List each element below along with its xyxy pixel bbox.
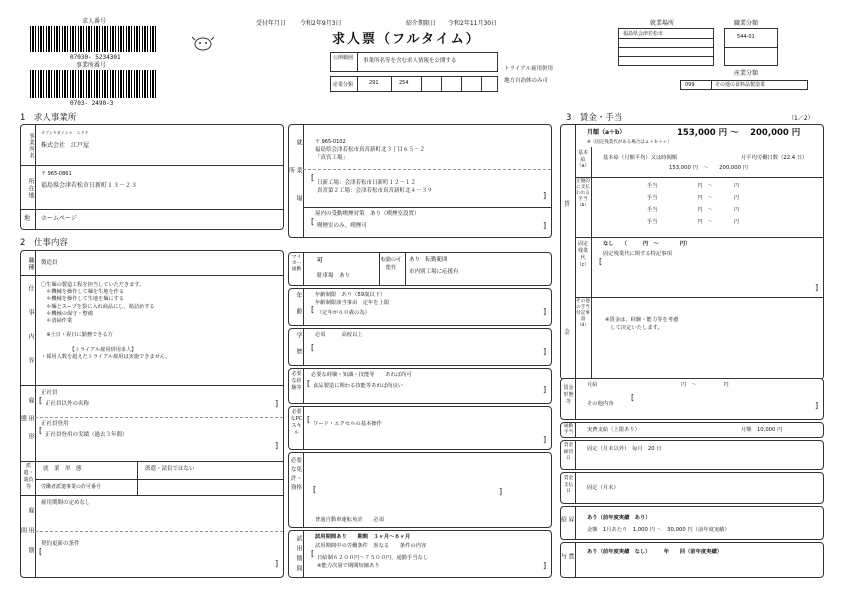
allowance-row	[647, 195, 739, 207]
education-box: 学歴 必須 高校以上 [ ]	[288, 328, 552, 366]
transfer-description: 市内別工場に応援有	[409, 269, 459, 275]
wage-range: 153,000 円 ～ 200,000 円	[677, 128, 801, 138]
job-content-line: 【トライアル雇用併用求人】	[41, 346, 137, 353]
workplace-other-1: 日新工場：会津若松市日新町１２－１２	[317, 180, 417, 186]
allowance-range: 円 ～ 円	[697, 195, 739, 201]
commute-transfer-box	[288, 252, 552, 286]
bonus-label: 賞与	[559, 553, 574, 571]
job-content-line	[41, 340, 170, 347]
office-number: 0703- 2490-3	[70, 100, 114, 107]
wage-label-2: 金	[564, 329, 571, 336]
period-value: 雇用期間の定めなし	[41, 500, 91, 506]
experience-2: 食品製造に関わる技能等あれば尚良い	[313, 383, 404, 389]
car-commute-label: マイカー通勤	[291, 255, 302, 272]
base-pay-title: 基本給（月額平均）又は時間額	[603, 155, 678, 161]
base-pay-label: 基本給（a）	[576, 150, 590, 169]
allowance-range: 円 ～ 円	[697, 207, 739, 213]
dispatch-value: 派遣・請負ではない	[145, 466, 195, 472]
workplace-box: 就業場所 〒 965-0102 福島県会津若松市真宮新町北３丁目６５－２ 「真宮工場」 [ 日新工場：会津若松市日新町１２－１２ 真宮第２工場：会津若松市真宮新町北４－３９ ] 屋内の受動喫煙対策 あり（喫煙室設置） [ 喫煙室のみ、喫煙可 ]	[288, 124, 552, 238]
office-box	[20, 124, 284, 230]
received-date: 令和2年9月3日	[300, 20, 342, 27]
industry-class-label: 産業分類	[333, 82, 354, 88]
job-content-line: ＊清掃作業	[41, 317, 73, 324]
experience-box: 必要な経験等 必要な経験・知識・技能等 あれば尚可 [ 食品製造に関わる技能等あれば尚良い ]	[288, 368, 552, 404]
period-label: 雇用期間	[19, 507, 34, 567]
disclosure-value: 事業所名等を含む求人情報を公開する	[363, 58, 457, 64]
allowance-list	[647, 183, 739, 231]
trial-1: 試用期間あり 期間 ３ヶ月～６ヶ月	[315, 534, 411, 540]
pc-skill: ワード・エクセルの基本操作	[313, 421, 382, 427]
industry-box	[680, 80, 808, 90]
received-label: 受付年月日	[256, 20, 287, 27]
workplace-other-2: 真宮第２工場：会津若松市真宮新町北４－３９	[317, 188, 433, 194]
dispatch-license: 労働者派遣事業の許可番号	[41, 484, 102, 490]
other-allowance-label: その他の手当付記事項（d）	[576, 299, 590, 328]
job-number: 07030- 5234301	[70, 54, 121, 61]
allowance-name: 手当	[647, 207, 658, 213]
job-number-label: 求人番号	[82, 18, 107, 25]
employment-other: 正社員以外の名称	[45, 401, 90, 407]
parking: 駐車場 あり	[317, 273, 351, 279]
commute-allowance-box	[560, 422, 824, 438]
homepage-label: ホームページ	[41, 215, 77, 222]
job-content-line: ＊機械を操作して麺を生地を作る	[41, 289, 125, 296]
fixed-overtime-note: ※（固定残業代がある場合はａ＋ｂ＋ｃ）	[587, 140, 672, 145]
industry-code-a: 291	[369, 80, 379, 86]
industry-code: 099	[685, 82, 695, 88]
workplace-address-2: 「真宮工場」	[315, 155, 349, 161]
office-number-barcode	[30, 70, 158, 98]
experience-1: 必要な経験・知識・技能等 あれば尚可	[311, 372, 412, 378]
work-location-value: 福島県会津若松市	[623, 31, 664, 37]
disclosure-box	[330, 52, 498, 72]
allowance-range: 円 ～ 円	[697, 219, 739, 225]
allowance-name: 手当	[647, 219, 658, 225]
renew-condition: 契約更新の条件	[41, 541, 80, 547]
raise-box	[560, 506, 824, 540]
section-3-heading: 3 賃金・手当	[566, 113, 623, 123]
fixed-overtime: なし （ 円 ～ 円）	[603, 241, 691, 247]
job-number-barcode	[30, 26, 158, 52]
base-pay-range: 153,000 円 ～ 200,000 円	[669, 165, 748, 171]
allowance-row	[647, 207, 739, 219]
car-commute-value: 可	[317, 258, 323, 264]
employment-type: 正社員	[41, 390, 58, 396]
job-content-line: ・採用人数を超えたトライアル雇用は実施できません。	[41, 353, 171, 360]
job-content-line: ※土日・祝日に勤務できる方	[41, 332, 113, 339]
page-title: 求人票（フルタイム）	[332, 32, 481, 47]
trial-box: 試用期間 試用期間あり 期間 ３ヶ月～６ヶ月 試用期間中の労働条件 異なる 条件の内容 [ 日給制６２００円～７５００円、通勤手当なし ※能力次第で期間短縮あり ]	[288, 530, 552, 578]
smoking-policy: 屋内の受動喫煙対策 あり（喫煙室設置）	[315, 211, 420, 217]
allowance-row	[647, 183, 739, 195]
fixed-overtime-notes: 固定残業代に関する特記事項	[603, 251, 672, 257]
workplace-address: 福島県会津若松市真宮新町北３丁目６５－２	[315, 147, 426, 153]
allowance-range: 円 ～ 円	[697, 183, 739, 189]
payday: 固定（月末）	[587, 485, 619, 491]
allowance-name: 手当	[647, 195, 658, 201]
wage-form-other: その他内容	[587, 401, 614, 407]
education-label: 学歴	[295, 332, 302, 364]
office-zip: 〒 965-0861	[41, 171, 72, 177]
raise-label: 昇給	[559, 516, 574, 534]
smoking-detail: 喫煙室のみ、喫煙可	[317, 223, 367, 229]
disclosure-label: 公開範囲	[333, 55, 354, 61]
commute-allowance-label: 通勤手当	[563, 424, 574, 435]
transfer-value: あり 転勤範囲	[409, 257, 448, 263]
dispatch-column: 就 業 形 態	[43, 466, 82, 472]
homepage-kanji: 地	[24, 215, 31, 222]
workplace-zip: 〒 965-0102	[315, 139, 346, 145]
job-content-line: ＊機械を操作して生地を麺にする	[41, 296, 125, 303]
pc-skill-box: 必要なPCスキル [ ワード・エクセルの基本操作 ]	[288, 406, 552, 450]
wage-form-box: 賃金形態等 月給 円 ～ 円 その他内容 [ ]	[560, 378, 824, 420]
job-type-label: 職種	[27, 257, 34, 271]
age-box: 年齢 年齢制限 あり（59歳以下） 年齢制限該当事由 定年を上限 [ （定年が６０歳の為） ]	[288, 288, 552, 326]
experience-label: 必要な経験等	[291, 371, 302, 391]
fixed-overtime-label: 固定残業代（c）	[576, 241, 590, 268]
license-value: 普通自動車運転免許 必須	[315, 517, 384, 523]
cutoff-label: 賃金締切日	[563, 443, 574, 461]
commute-allowance: 実費支給（上限あり）	[587, 427, 640, 433]
job-box: 職種 製造員 仕事内容 〇生麺の製造工程を担当していただきます。 ＊機械を操作して麺を生地を作る ＊機械を操作して生地を麺にする ＊麺とスープを袋に入れ商品にし、箱詰めする ＊機械の保守・整備 ＊清掃作業 ※土日・祝日に勤務できる方 【トライアル雇用併用求人】 ・採用人数を超えたトライアル雇用は実施できません。 雇用形態 正社員 [ 正社員以外の名称 ] 正社員登用 [ 正社員登用の実績（過去３年間） ] 派遣・請負等 就 業 形 態 派遣・請負ではない 労働者派遣事業の許可番号 雇用期間 雇用期間の定めなし 契約更新の条件 [ ]	[20, 250, 284, 578]
raise-2: 金額 1月あたり 1,000 円 ～ 30,000 円（前年度実績）	[587, 527, 730, 533]
bonus-box	[560, 542, 824, 578]
wage-label-1: 賃	[564, 201, 571, 208]
base-pay-days: 月平均労働日数（22.4 日）	[741, 155, 808, 161]
pc-skill-label: 必要なPCスキル	[290, 409, 303, 436]
work-location-label: 就業場所	[650, 20, 675, 27]
transfer-label: 転勤の可能性	[381, 257, 402, 271]
age-detail: （定年が６０歳の為）	[317, 310, 370, 316]
industry-label: 産業分類	[734, 70, 759, 77]
license-box: 必要な免許・資格 [ ] 普通自動車運転免許 必須	[288, 452, 552, 528]
job-class-label: 職業分類	[734, 20, 759, 27]
age-limit: 年齢制限 あり（59歳以下）	[315, 292, 386, 298]
other-allowance: ※賃金は、経験・能力等を考慮	[605, 317, 679, 323]
section-2-heading: 2 仕事内容	[20, 238, 68, 248]
office-number-label: 事業所番号	[76, 62, 107, 69]
trial-label: 試用期間	[295, 535, 302, 575]
regular-record: 正社員登用の実績（過去３年間）	[45, 432, 128, 438]
workplace-label: 就業場所	[287, 139, 302, 223]
employment-label: 雇用形態	[19, 397, 34, 451]
payday-box	[560, 472, 824, 504]
job-content	[41, 282, 170, 361]
mascot-icon	[192, 36, 214, 52]
age-label: 年齢	[295, 292, 302, 324]
other-allowance-2: して決定いたします。	[605, 325, 663, 331]
allowance-label: 定額的に支払われる手当（b）	[576, 179, 590, 208]
job-content-label: 仕事内容	[27, 285, 34, 381]
job-content-line: ＊麺とスープを袋に入れ商品にし、箱詰めする	[41, 303, 155, 310]
cutoff: 固定（月末以外） 毎月 20 日	[587, 446, 662, 452]
job-type: 製造員	[41, 260, 58, 266]
trial-4: ※能力次第で期間短縮あり	[317, 563, 380, 569]
age-reason: 年齢制限該当事由 定年を上限	[315, 300, 390, 306]
trial-2: 試用期間中の労働条件 異なる 条件の内容	[315, 543, 427, 549]
trial-3: 日給制６２００円～７５００円、通勤手当なし	[317, 555, 429, 561]
wage-form-range: 円 ～ 円	[681, 382, 729, 388]
cutoff-box	[560, 440, 824, 470]
allowance-row	[647, 219, 739, 231]
raise-1: あり（前年度実績 あり）	[587, 515, 651, 521]
commute-allowance-max: 月額 10,000 円	[741, 427, 783, 433]
trial-note-2: 地方自治体のみ可	[504, 78, 549, 84]
wage-form: 月給	[587, 382, 598, 388]
industry-class-box	[330, 76, 498, 92]
referral-label: 紹介期限日	[406, 20, 437, 27]
license-label: 必要な免許・資格	[290, 458, 302, 491]
office-address-label: 所在地	[27, 177, 34, 199]
bonus: あり（前年度実績 なし） 年 回（前年度実績）	[587, 549, 723, 555]
job-class-box	[724, 28, 778, 66]
payday-label: 賃金支払日	[563, 476, 574, 494]
wage-form-label: 賃金形態等	[563, 385, 574, 405]
wage-box: 賃 金 月額（a＋b） 153,000 円 ～ 200,000 円 ※（固定残業代がある場合はａ＋ｂ＋ｃ） 基本給（a） 基本給（月額平均）又は時間額 月平均労働日数（22.4 日） 153,000 円 ～ 200,000 円 定額的に支払われる手当（b） 手当 円 ～ 円 手当 円 ～ 円 手当 円 ～ 円 手当 円 ～ 円 固定残業代（c） なし （ 円 ～ 円） 固定残業代に関する特記事項 [ ] その他の手当付記事項（d） ※賃金は、経験・能力等を考慮 して決定いたします。	[560, 124, 824, 380]
page-number: （1／2）	[788, 115, 814, 122]
trial-note: トライアル雇用併用	[504, 66, 553, 72]
office-name: 株式会社 江戸屋	[41, 142, 90, 149]
office-kana: カブシキガイシャ エドヤ	[41, 130, 89, 135]
section-1-heading: 1 求人事業所	[20, 113, 77, 123]
job-content-line: ＊機械の保守・整備	[41, 310, 93, 317]
education-value: 必須 高校以上	[315, 332, 363, 338]
industry-code-b: 254	[399, 80, 409, 86]
job-content-line: 〇生麺の製造工程を担当していただきます。	[41, 282, 145, 288]
industry-name: その他の食料品製造業	[715, 82, 766, 88]
wage-monthly-label: 月額（a＋b）	[587, 129, 626, 136]
office-address: 福島県会津若松市日新町１３－２３	[41, 182, 138, 189]
work-location-box	[618, 28, 714, 66]
allowance-name: 手当	[647, 183, 658, 189]
office-name-label: 事業所名	[28, 133, 34, 159]
dispatch-label: 派遣・請負等	[23, 463, 34, 490]
regular-label: 正社員登用	[41, 421, 69, 427]
job-class-value: 544-01	[737, 34, 755, 40]
referral-date: 令和2年11月30日	[448, 20, 498, 27]
